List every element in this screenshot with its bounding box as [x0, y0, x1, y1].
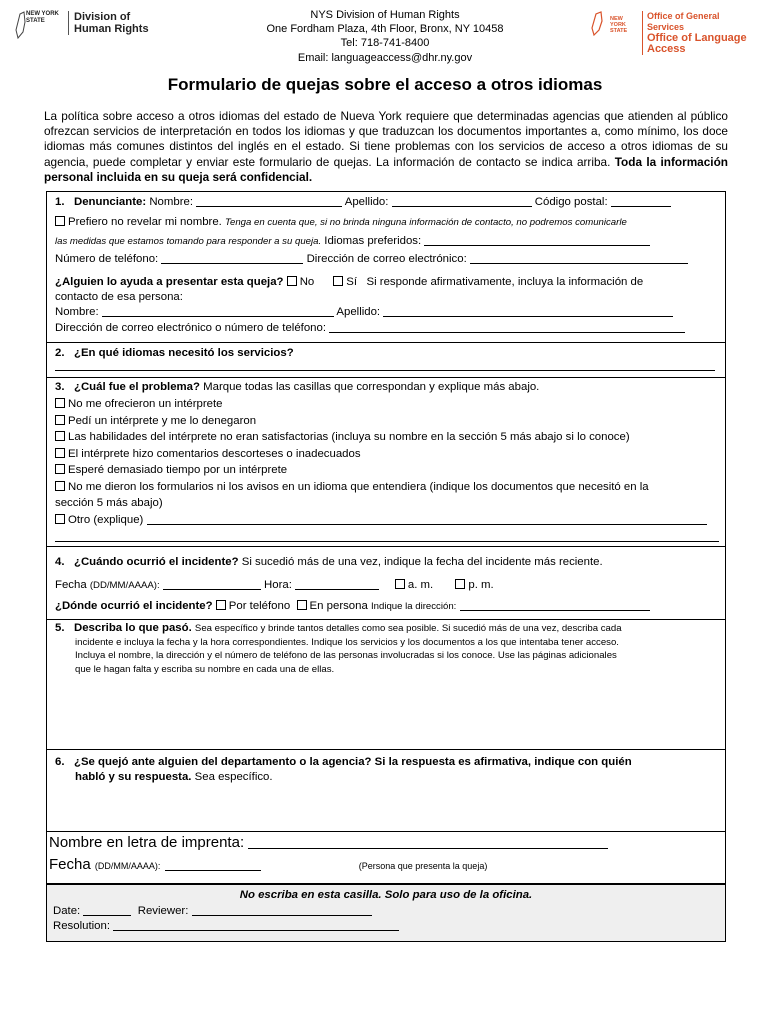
s5-line-2: incidente e incluya la fecha y la hora correspondientes. Indique los servicios y los documentos a los que intentaba tener acceso.	[75, 637, 619, 648]
nys-dhr-logo	[14, 8, 154, 44]
ny-state-map-icon	[14, 10, 26, 40]
s2-question: ¿En qué idiomas necesitó los servicios?	[74, 347, 294, 359]
ayuda-si-label: Sí	[346, 276, 358, 288]
option-6-checkbox[interactable]	[55, 481, 65, 491]
option-2-label: Pedí un intérprete y me lo denegaron	[68, 415, 257, 427]
direccion-field[interactable]	[460, 600, 650, 611]
s4-instructions: Si sucedió más de una vez, indique la fecha del incidente más reciente.	[241, 556, 603, 568]
otro-label: Otro (explique)	[68, 514, 144, 526]
prefiero-checkbox[interactable]	[55, 216, 65, 226]
option-4-checkbox[interactable]	[55, 448, 65, 458]
intro-paragraph	[44, 109, 728, 185]
s1-apellido-field[interactable]	[392, 196, 532, 207]
s1-nombre2-field[interactable]	[102, 306, 334, 317]
sign-fecha-field[interactable]	[165, 860, 261, 871]
s1-telefono-field[interactable]	[161, 253, 303, 264]
s4-question: ¿Cuándo ocurrió el incidente?	[74, 556, 239, 568]
form-title: Formulario de quejas sobre el acceso a otros idiomas	[167, 75, 603, 94]
ogs-state-text: NEW YORK STATE	[610, 16, 628, 34]
prefiero-label: Prefiero no revelar mi nombre.	[68, 216, 222, 228]
ogs-name: Office of General Services	[647, 11, 720, 32]
logo-state-text: NEW YORK STATE	[26, 11, 59, 24]
s1-note-2: las medidas que estamos tomando para responder a su queja.	[55, 236, 322, 247]
option-3-checkbox[interactable]	[55, 431, 65, 441]
logo-division-text: Division of Human Rights	[68, 11, 150, 35]
ny-state-map-icon	[588, 10, 608, 36]
s1-idiomas-field[interactable]	[424, 235, 650, 246]
sign-fecha-label: Fecha	[49, 856, 91, 873]
office-date-label: Date:	[53, 905, 81, 917]
intro-confidential: Toda la información personal incluida en su queja será confidencial.	[44, 154, 728, 184]
s2-number: 2.	[55, 347, 65, 359]
ayuda-no-label: No	[299, 276, 315, 288]
option-5-label: Esperé demasiado tiempo por un intérprete	[68, 464, 288, 476]
section-6-complaint-agency	[46, 749, 726, 832]
option-5-checkbox[interactable]	[55, 464, 65, 474]
option-6-label: No me dieron los formularios ni los avisos en un idioma que entendiera (indique los documentos que necesitó en la	[68, 481, 649, 493]
s3-number: 3.	[55, 381, 65, 393]
s1-nombre2-label: Nombre:	[55, 306, 99, 318]
ayuda-si-checkbox[interactable]	[333, 276, 343, 286]
s1-apellido-label: Apellido:	[344, 196, 389, 208]
option-6-continuation: sección 5 más abajo)	[55, 497, 163, 509]
s4-hora-label: Hora:	[264, 579, 292, 591]
s5-question: Describa lo que pasó.	[74, 622, 192, 634]
s5-line-4: que le hagan falta y escriba su nombre en cada una de ellas.	[75, 663, 335, 675]
ayuda-question: ¿Alguien lo ayuda a presentar esta queja?	[55, 276, 284, 288]
office-resolution-field[interactable]	[113, 920, 399, 931]
office-reviewer-label: Reviewer:	[137, 905, 189, 917]
signature-section: Nombre en letra de imprenta: Fecha (DD/MM/AAAA): (Persona que presenta la queja)	[46, 831, 726, 884]
s1-correo-field[interactable]	[470, 253, 688, 264]
s6-number: 6.	[55, 756, 65, 768]
s6-specific: Sea específico.	[194, 771, 273, 783]
s1-codigo-label: Código postal:	[534, 196, 608, 208]
section-4-incident	[46, 546, 726, 620]
s3-instructions: Marque todas las casillas que correspondan y explique más abajo.	[203, 381, 540, 393]
ogs-state-logo	[588, 10, 640, 36]
office-use-box	[46, 884, 726, 942]
en-persona-checkbox[interactable]	[297, 600, 307, 610]
s1-label: Denunciante:	[74, 196, 147, 208]
agency-email: Email: languageaccess@dhr.ny.gov	[297, 51, 473, 64]
s1-number: 1.	[55, 196, 65, 208]
s5-number: 5.	[55, 622, 65, 634]
s1-nombre-field[interactable]	[196, 196, 342, 207]
option-4-label: El intérprete hizo comentarios descorteses o inadecuados	[68, 448, 361, 460]
office-use-title: No escriba en esta casilla. Solo para uso de la oficina.	[239, 889, 533, 901]
option-2-checkbox[interactable]	[55, 415, 65, 425]
s6-line-1: ¿Se quejó ante alguien del departamento o la agencia? Si la respuesta es afirmativa, indique con quién	[74, 756, 632, 768]
ogs-ola-logo	[588, 10, 758, 55]
s6-line-2: habló y su respuesta.	[75, 771, 192, 783]
s5-answer-area[interactable]	[47, 680, 725, 748]
s5-instructions	[75, 636, 715, 676]
ayuda-no-checkbox[interactable]	[287, 276, 297, 286]
am-checkbox[interactable]	[395, 579, 405, 589]
option-1-checkbox[interactable]	[55, 398, 65, 408]
s4-fecha-field[interactable]	[163, 579, 261, 590]
s1-correo-tel-label: Dirección de correo electrónico o número de teléfono:	[55, 322, 326, 334]
am-label: a. m.	[407, 579, 434, 591]
agency-phone: Tel: 718-741-8400	[340, 37, 430, 50]
s1-note-1: Tenga en cuenta que, si no brinda ninguna información de contacto, no podremos comunicarle	[225, 217, 627, 228]
section-5-description	[46, 619, 726, 750]
ayuda-info-1: Si responde afirmativamente, incluya la información de	[366, 276, 644, 288]
s1-correo-tel-field[interactable]	[329, 322, 685, 333]
s1-idiomas-label: Idiomas preferidos:	[324, 235, 422, 247]
por-telefono-checkbox[interactable]	[216, 600, 226, 610]
agency-name: NYS Division of Human Rights	[310, 9, 460, 21]
office-date-field[interactable]	[83, 905, 131, 916]
agency-address-block	[220, 8, 550, 65]
ayuda-info-2: contacto de esa persona:	[55, 291, 183, 303]
s1-telefono-label: Número de teléfono:	[55, 253, 159, 265]
s3-answer-line[interactable]	[55, 541, 719, 542]
s1-nombre-label: Nombre:	[149, 196, 194, 208]
por-telefono-label: Por teléfono	[228, 600, 291, 612]
s4-donde-question: ¿Dónde ocurrió el incidente?	[55, 600, 213, 612]
pm-label: p. m.	[468, 579, 494, 591]
s5-line-3: Incluya el nombre, la dirección y el número de teléfono de las personas involucradas si los conoce. Use las páginas adicionales	[75, 650, 617, 662]
section-3-problem	[46, 377, 726, 547]
sign-fecha-format: (DD/MM/AAAA):	[94, 861, 161, 871]
s1-correo-label: Dirección de correo electrónico:	[306, 253, 467, 265]
section-1-complainant	[46, 191, 726, 343]
option-1-label: No me ofrecieron un intérprete	[68, 398, 223, 410]
otro-field[interactable]	[147, 514, 707, 525]
section-2-languages	[46, 342, 726, 378]
s4-number: 4.	[55, 556, 65, 568]
office-reviewer-field[interactable]	[192, 905, 372, 916]
direccion-label: Indique la dirección:	[370, 601, 457, 612]
s3-question: ¿Cuál fue el problema?	[74, 381, 200, 393]
intro-text: La política sobre acceso a otros idiomas del estado de Nueva York requiere que determinadas agencias que atienden al público ofrezcan servicios de interpretación en todos los idiomas y que traduzcan los documentos importantes a, como mínimo, los doce idiomas más comunes distintos del inglés en el estado. Si tiene problemas con los servicios de acceso a otros idiomas de su agencia, puede completar y enviar este formulario de quejas. La información de contacto se indica arriba.	[44, 109, 728, 169]
ogs-text-block	[642, 11, 758, 55]
persona-queja-label: (Persona que presenta la queja)	[358, 861, 488, 871]
nombre-imprenta-label: Nombre en letra de imprenta	[49, 834, 240, 851]
s1-codigo-field[interactable]	[611, 196, 671, 207]
otro-checkbox[interactable]	[55, 514, 65, 524]
s5-line-1: Sea específico y brinde tantos detalles como sea posible. Si sucedió más de una vez, describa cada	[194, 623, 622, 634]
option-3-label: Las habilidades del intérprete no eran satisfactorias (incluya su nombre en la sección 5 más abajo si lo conoce)	[68, 431, 630, 443]
nombre-imprenta-field[interactable]	[248, 836, 608, 849]
office-resolution-label: Resolution:	[53, 920, 110, 932]
s4-fecha-format: (DD/MM/AAAA):	[89, 580, 160, 591]
s4-hora-field[interactable]	[295, 579, 379, 590]
s1-apellido2-field[interactable]	[383, 306, 673, 317]
pm-checkbox[interactable]	[455, 579, 465, 589]
s2-answer-line[interactable]	[55, 370, 715, 371]
s6-answer-area[interactable]	[47, 788, 725, 830]
ola-name: Office of Language Access	[647, 32, 747, 55]
s4-fecha-label: Fecha	[55, 579, 87, 591]
agency-address: One Fordham Plaza, 4th Floor, Bronx, NY 10458	[266, 23, 504, 36]
en-persona-label: En persona	[309, 600, 368, 612]
s1-apellido2-label: Apellido:	[336, 306, 381, 318]
